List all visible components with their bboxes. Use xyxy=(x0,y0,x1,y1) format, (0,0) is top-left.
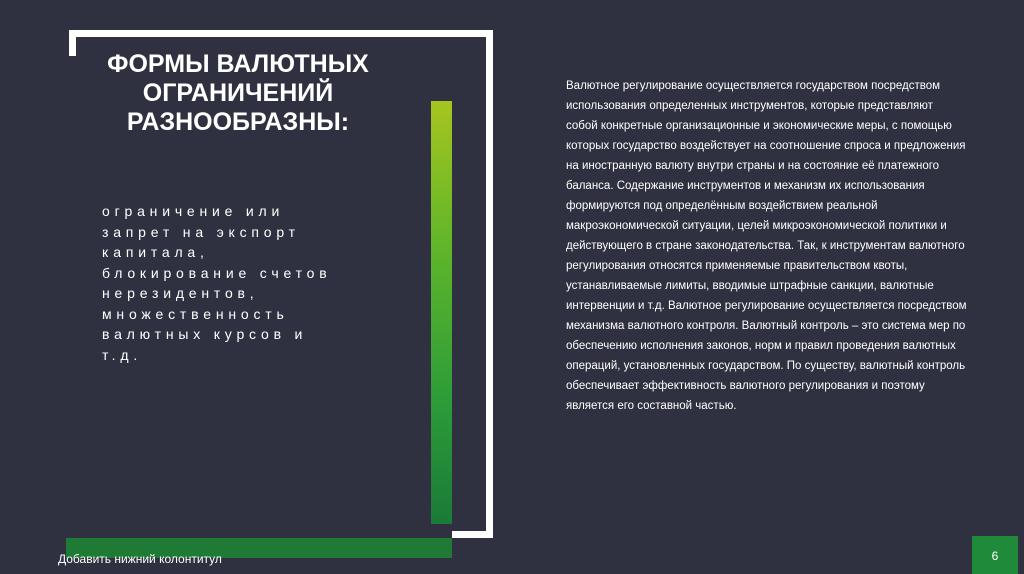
slide-title: ФОРМЫ ВАЛЮТНЫХ ОГРАНИЧЕНИЙ РАЗНООБРАЗНЫ: xyxy=(107,50,369,136)
frame-right-border xyxy=(486,30,493,538)
body-paragraph: Валютное регулирование осуществляется государством посредством использования определенных инструментов, которые представляют собой конкретные организационные и экономические меры, с помощью которых государство воздействует на соотношение спроса и предложения на иностранную валюту внутри страны и на состояние её платежного баланса. Содержание инструментов и механизм их использования формируются под определённым воздействием реальной макроэкономической ситуации, целей микроэкономической политики и действующего в стране законодательства. Так, к инструментам валютного регулирования относятся применяемые правительством квоты, устанавливаемые лимиты, вводимые штрафные санкции, валютные интервенции и т.д. Валютное регулирование осуществляется посредством механизма валютного контроля. Валютный контроль – это система мер по обеспечению исполнения законов, норм и правил проведения валютных операций, установленных государством. По существу, валютный контроль обеспечивает эффективность валютного регулирования и поэтому является его составной частью. xyxy=(566,80,967,412)
slide-number: 6 xyxy=(972,536,1018,574)
restriction-forms-list: ограничение или запрет на экспорт капитала, блокирование счетов нерезидентов, множественность валютных курсов и т.д. xyxy=(102,203,332,363)
green-gradient-bar xyxy=(431,101,452,524)
frame-bottom-border xyxy=(452,531,493,538)
footer-text: Добавить нижний колонтитул xyxy=(58,552,222,566)
frame-left-border xyxy=(69,30,76,56)
frame-top-border xyxy=(69,30,493,37)
